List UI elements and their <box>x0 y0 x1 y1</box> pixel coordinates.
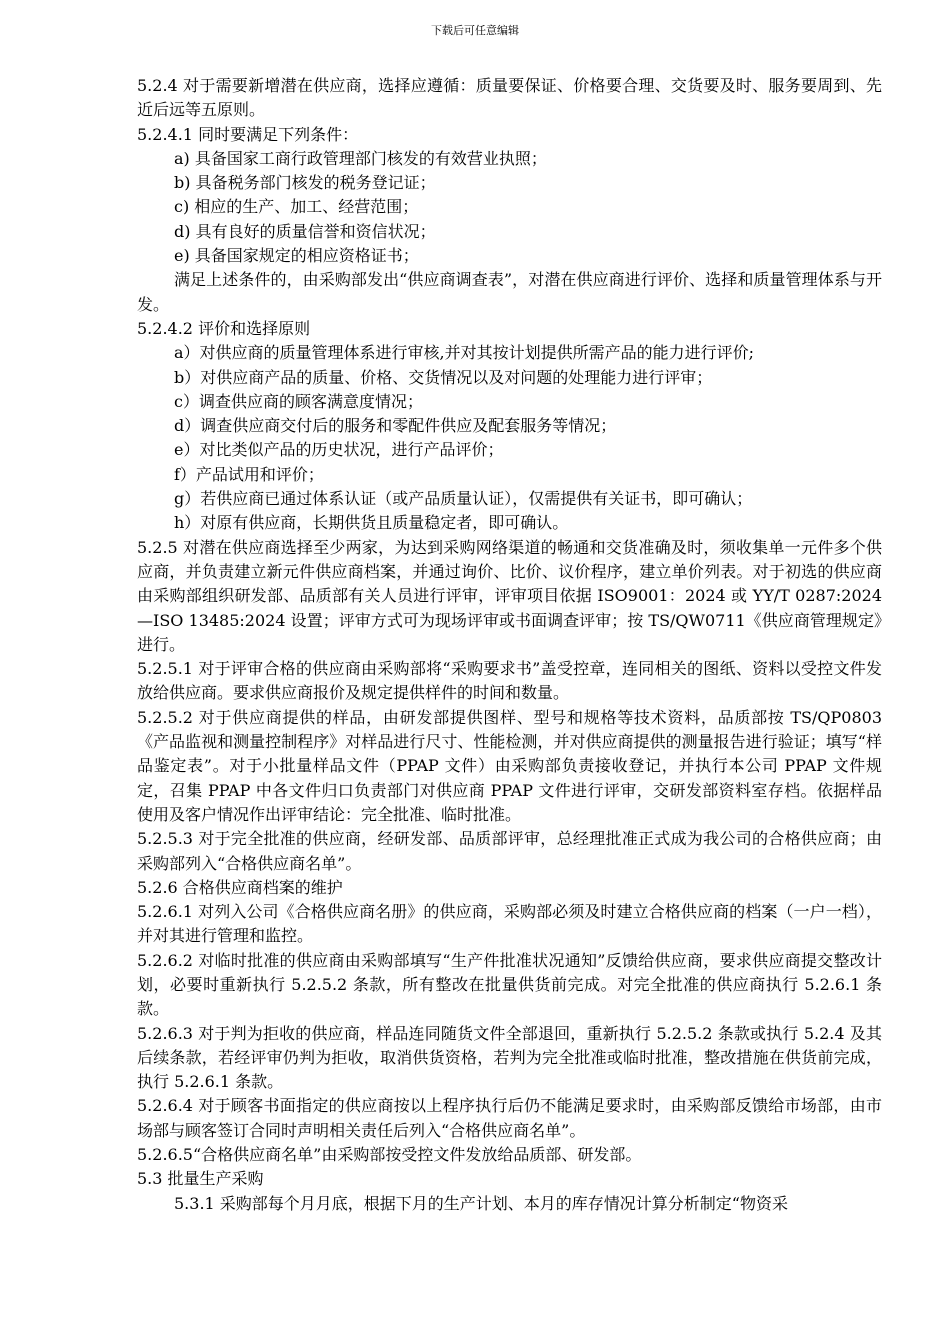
list-item: e) 具备国家规定的相应资格证书； <box>174 246 419 266</box>
list-item: b) 具备税务部门核发的税务登记证； <box>174 173 436 193</box>
list-item: h）对原有供应商，长期供货且质量稳定者，即可确认。 <box>174 513 569 533</box>
list-item: e）对比类似产品的历史状况，进行产品评价； <box>174 440 504 460</box>
list-item: c) 相应的生产、加工、经营范围； <box>174 197 419 217</box>
document-body <box>137 74 882 1216</box>
list-item: f）产品试用和评价； <box>174 464 324 484</box>
paragraph: 5.2.5.2 对于供应商提供的样品，由研发部提供图样、型号和规格等技术资料，品质部按 TS/QP0803《产品监视和测量控制程序》对样品进行尺寸、性能检测，并对供应商提供的测量报告进行验证；填写“样品鉴定表”。对于小批量样品文件（PPAP 文件）由采购部负责接收登记，并执行本公司 PPAP 文件规定，召集 PPAP 中各文件归口负责部门对供应商 PPAP 文件进行评审，交研发部资料室存档。依据样品使用及客户情况作出评审结论：完全批准、临时批准。 <box>137 707 882 824</box>
paragraph: 5.2.5.1 对于评审合格的供应商由采购部将“采购要求书”盖受控章，连同相关的图纸、资料以受控文件发放给供应商。要求供应商报价及规定提供样件的时间和数量。 <box>137 659 882 703</box>
list-item: g）若供应商已通过体系认证（或产品质量认证），仅需提供有关证书，即可确认； <box>174 489 753 509</box>
paragraph: 5.3.1 采购部每个月月底，根据下月的生产计划、本月的库存情况计算分析制定“物资采 <box>174 1193 788 1213</box>
section-heading: 5.3 批量生产采购 <box>137 1169 264 1189</box>
paragraph: 5.2.5 对潜在供应商选择至少两家，为达到采购网络渠道的畅通和交货准确及时，须收集单一元件多个供应商，并负责建立新元件供应商档案，并通过询价、比价、议价程序，建立单价列表。对于初选的供应商由采购部组织研发部、品质部有关人员进行评审，评审项目依据 ISO9001：2024 或 YY/T 0287:2024—ISO 13485:2024 设置；评审方式可为现场评审或书面调查评审；按 TS/QW0711《供应商管理规定》进行。 <box>137 537 882 654</box>
list-item: a) 具备国家工商行政管理部门核发的有效营业执照； <box>174 148 547 168</box>
list-item: d）调查供应商交付后的服务和零配件供应及配套服务等情况； <box>174 416 617 436</box>
paragraph: 5.2.4.2 评价和选择原则 <box>137 318 311 338</box>
list-item: b）对供应商产品的质量、价格、交货情况以及对问题的处理能力进行评审； <box>174 367 713 387</box>
paragraph: 满足上述条件的，由采购部发出“供应商调查表”，对潜在供应商进行评价、选择和质量管理体系与开发。 <box>137 270 882 314</box>
paragraph: 5.2.6.4 对于顾客书面指定的供应商按以上程序执行后仍不能满足要求时，由采购部反馈给市场部，由市场部与顾客签订合同时声明相关责任后列入“合格供应商名单”。 <box>137 1096 882 1140</box>
paragraph: 5.2.6.2 对临时批准的供应商由采购部填写“生产件批准状况通知”反馈给供应商，要求供应商提交整改计划，必要时重新执行 5.2.5.2 条款，所有整改在批量供货前完成。对完全批准的供应商执行 5.2.6.1 条款。 <box>137 950 882 1019</box>
paragraph: 5.2.6.1 对列入公司《合格供应商名册》的供应商，采购部必须及时建立合格供应商的档案（一户一档），并对其进行管理和监控。 <box>137 902 882 946</box>
list-item: d) 具有良好的质量信誉和资信状况； <box>174 221 436 241</box>
paragraph: 5.2.4 对于需要新增潜在供应商，选择应遵循：质量要保证、价格要合理、交货要及时、服务要周到、先近后远等五原则。 <box>137 76 882 120</box>
paragraph: 5.2.5.3 对于完全批准的供应商，经研发部、品质部评审，总经理批准正式成为我公司的合格供应商；由采购部列入“合格供应商名单”。 <box>137 829 882 873</box>
paragraph: 5.2.6.3 对于判为拒收的供应商，样品连同随货文件全部退回，重新执行 5.2.5.2 条款或执行 5.2.4 及其后续条款，若经评审仍判为拒收，取消供货资格，若判为完全批准或临时批准，整改措施在供货前完成，执行 5.2.6.1 条款。 <box>137 1023 882 1092</box>
list-item: a）对供应商的质量管理体系进行审核,并对其按计划提供所需产品的能力进行评价; <box>174 343 755 363</box>
page-header-note: 下载后可任意编辑 <box>431 24 519 37</box>
paragraph: 5.2.4.1 同时要满足下列条件： <box>137 124 359 144</box>
list-item: c）调查供应商的顾客满意度情况； <box>174 391 423 411</box>
paragraph: 5.2.6.5“合格供应商名单”由采购部按受控文件发放给品质部、研发部。 <box>137 1145 642 1165</box>
section-heading: 5.2.6 合格供应商档案的维护 <box>137 877 343 897</box>
